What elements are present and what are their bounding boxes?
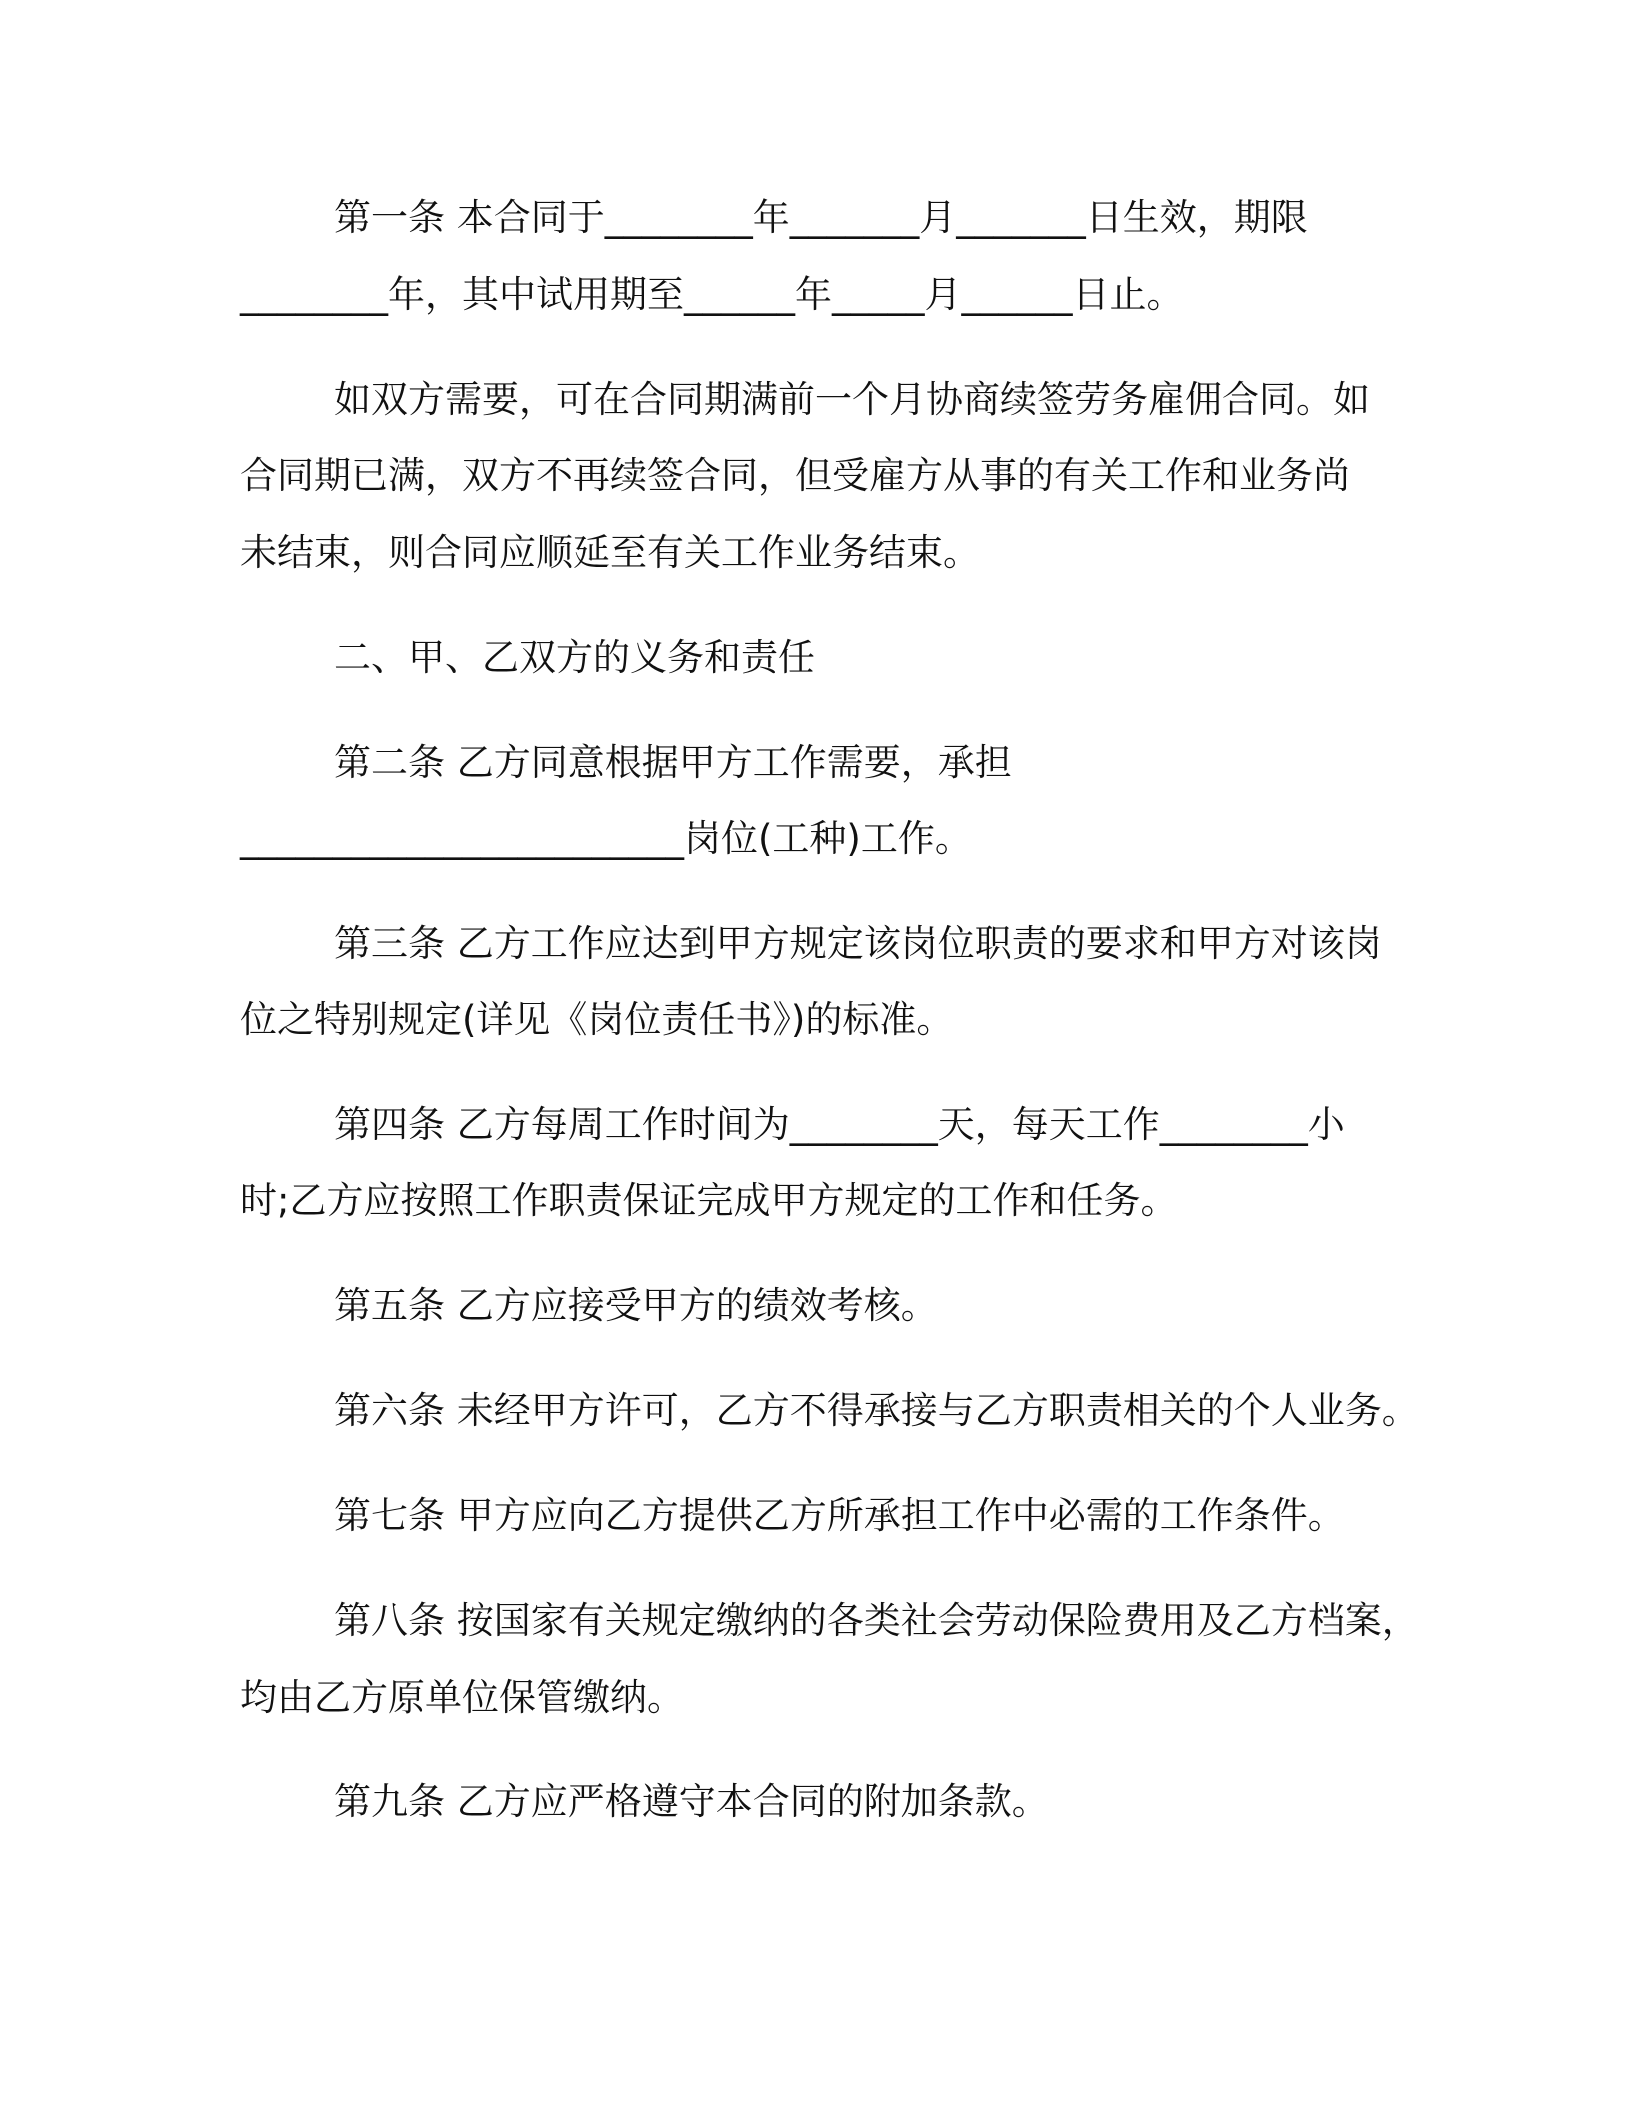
clause-1-line-1: 第一条 本合同于________年_______月_______日生效，期限	[334, 196, 1308, 239]
clause-1-line-2: ________年，其中试用期至______年_____月______日止。	[240, 273, 1184, 316]
renewal-paragraph-line-3: 未结束，则合同应顺延至有关工作业务结束。	[240, 531, 980, 574]
clause-7: 第七条 甲方应向乙方提供乙方所承担工作中必需的工作条件。	[334, 1494, 1345, 1537]
clause-5: 第五条 乙方应接受甲方的绩效考核。	[334, 1284, 938, 1327]
clause-3-line-2: 位之特别规定(详见《岗位责任书》)的标准。	[240, 998, 954, 1041]
clause-9: 第九条 乙方应严格遵守本合同的附加条款。	[334, 1780, 1049, 1823]
clause-4-line-2: 时;乙方应按照工作职责保证完成甲方规定的工作和任务。	[240, 1179, 1178, 1222]
clause-2-line-2: ________________________岗位(工种)工作。	[240, 817, 972, 860]
renewal-paragraph-line-2: 合同期已满，双方不再续签合同，但受雇方从事的有关工作和业务尚	[240, 454, 1350, 497]
renewal-paragraph-line-1: 如双方需要，可在合同期满前一个月协商续签劳务雇佣合同。如	[334, 378, 1370, 421]
clause-6: 第六条 未经甲方许可，乙方不得承接与乙方职责相关的个人业务。	[334, 1389, 1419, 1432]
clause-4-line-1: 第四条 乙方每周工作时间为________天，每天工作________小	[334, 1103, 1345, 1146]
clause-8-line-2: 均由乙方原单位保管缴纳。	[240, 1676, 684, 1719]
clause-2-line-1: 第二条 乙方同意根据甲方工作需要，承担	[334, 741, 1012, 784]
section-heading: 二、甲、乙双方的义务和责任	[334, 636, 815, 679]
clause-8-line-1: 第八条 按国家有关规定缴纳的各类社会劳动保险费用及乙方档案，	[334, 1599, 1419, 1642]
clause-3-line-1: 第三条 乙方工作应达到甲方规定该岗位职责的要求和甲方对该岗	[334, 922, 1382, 965]
